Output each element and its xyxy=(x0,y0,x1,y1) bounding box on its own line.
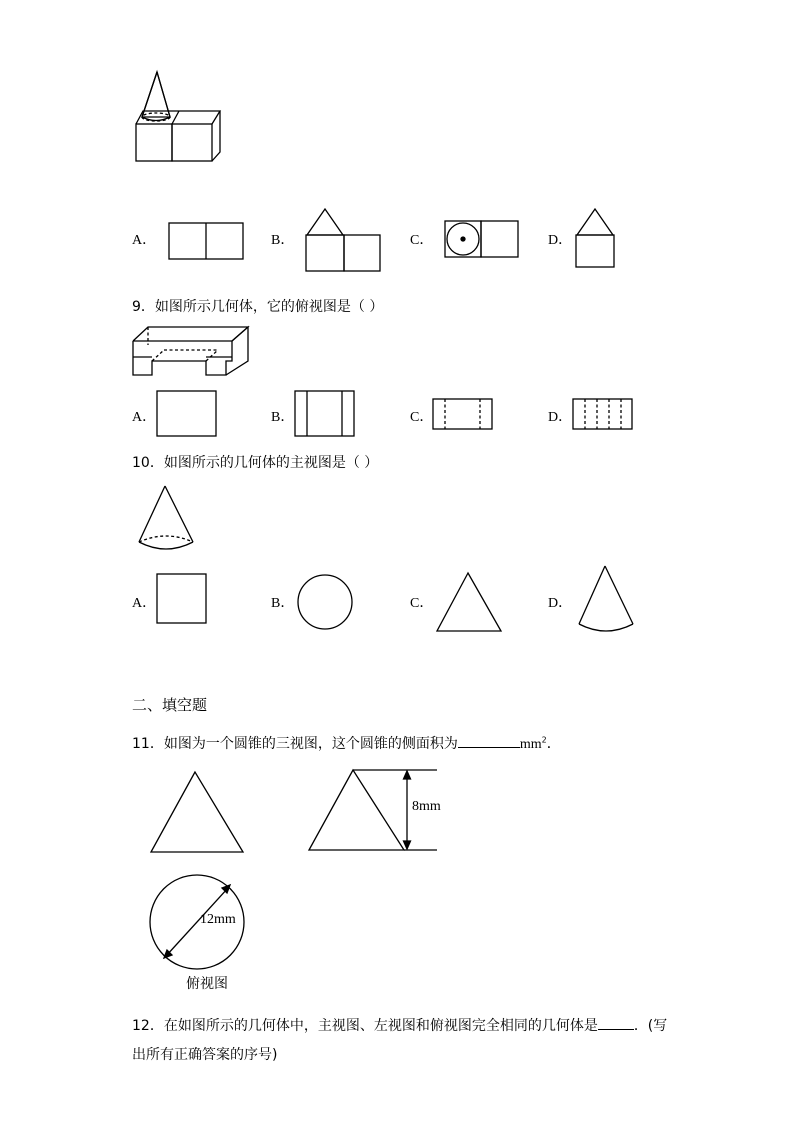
q9-option-d-figure[interactable] xyxy=(572,398,636,432)
q12-question-line2: 出所有正确答案的序号) xyxy=(132,1047,278,1063)
q9-option-b-label[interactable]: B． xyxy=(271,410,295,425)
q10-question-text: 10．如图所示的几何体的主视图是（ ） xyxy=(132,455,379,471)
q9-option-d-label[interactable]: D． xyxy=(548,410,573,425)
q11-answer-blank[interactable] xyxy=(458,733,520,748)
q10-option-d-label[interactable]: D． xyxy=(548,596,573,611)
q9-option-c-figure[interactable] xyxy=(432,398,496,432)
q11-text-before: 11．如图为一个圆锥的三视图，这个圆锥的侧面积为 xyxy=(132,736,458,752)
q8-solid-figure xyxy=(130,68,230,168)
q9-solid-figure xyxy=(132,325,256,381)
q10-option-a-label[interactable]: A． xyxy=(132,596,157,611)
q10-option-a-figure[interactable] xyxy=(156,573,210,627)
q11-text-after: ． xyxy=(546,736,561,752)
q11-diameter-label: 12mm xyxy=(200,912,236,927)
q11-question-text xyxy=(132,733,561,753)
q11-unit-sup: 2 xyxy=(541,735,547,745)
q8-option-a-label[interactable]: A． xyxy=(132,233,157,248)
q12-answer-blank[interactable] xyxy=(598,1015,634,1030)
q8-option-d-figure[interactable] xyxy=(575,207,619,269)
q9-option-b-figure[interactable] xyxy=(294,390,358,440)
q11-unit: mm xyxy=(519,737,542,752)
q11-front-view xyxy=(148,770,248,856)
section-title: 二、填空题 xyxy=(132,696,208,714)
q10-option-c-label[interactable]: C． xyxy=(410,596,434,611)
q8-option-a-figure[interactable] xyxy=(168,222,248,262)
q12-text-before: 12．在如图所示的几何体中，主视图、左视图和俯视图完全相同的几何体是 xyxy=(132,1018,598,1034)
q8-option-b-figure[interactable] xyxy=(305,207,385,273)
q10-option-d-figure[interactable] xyxy=(576,564,638,636)
q8-option-d-label[interactable]: D． xyxy=(548,233,573,248)
q11-top-view-caption: 俯视图 xyxy=(186,976,228,992)
q11-height-label: 8mm xyxy=(412,799,441,814)
q9-option-a-figure[interactable] xyxy=(156,390,220,440)
q8-option-b-label[interactable]: B． xyxy=(271,233,295,248)
q8-option-c-figure[interactable] xyxy=(444,220,524,260)
q12-text-after: ．(写 xyxy=(633,1018,668,1034)
q9-option-c-label[interactable]: C． xyxy=(410,410,434,425)
q10-option-c-figure[interactable] xyxy=(435,571,505,635)
q10-option-b-figure[interactable] xyxy=(297,573,357,633)
q10-cone-figure xyxy=(136,484,200,556)
q9-question-text: 9．如图所示几何体，它的俯视图是（ ） xyxy=(132,299,384,315)
q10-option-b-label[interactable]: B． xyxy=(271,596,295,611)
q8-option-c-label[interactable]: C． xyxy=(410,233,434,248)
q12-question-line1 xyxy=(132,1015,667,1035)
q9-option-a-label[interactable]: A． xyxy=(132,410,157,425)
